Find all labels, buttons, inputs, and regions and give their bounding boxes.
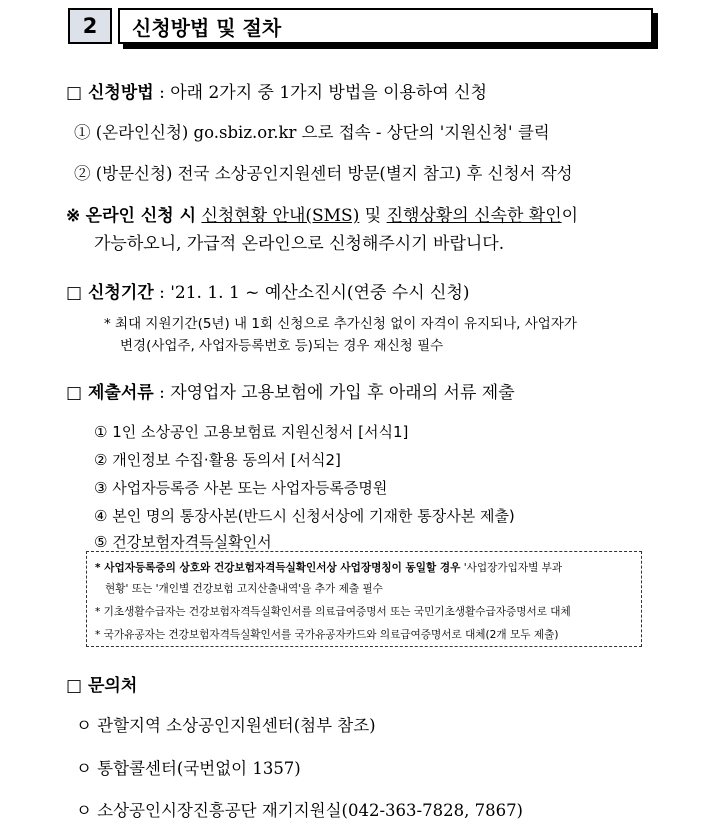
- note-bold: 온라인 신청 시: [85, 206, 197, 226]
- docs-item-1: ① 1인 소상공인 고용보험료 지원신청서 [서식1]: [94, 423, 409, 441]
- contact-item-office: ㅇ 소상공인시장진흥공단 재기지원실(042-363-7828, 7867): [76, 801, 523, 820]
- contact-item-center: ㅇ 관할지역 소상공인지원센터(첨부 참조): [76, 716, 376, 735]
- note-end: 이: [561, 206, 579, 226]
- note-mid: 및: [364, 206, 382, 226]
- section-title: 신청방법 및 절차: [118, 8, 653, 44]
- docs-heading: □ 제출서류: [66, 383, 154, 403]
- docs-desc: : 자영업자 고용보험에 가입 후 아래의 서류 제출: [159, 383, 515, 403]
- section-number: 2: [68, 8, 112, 44]
- box-line-1: [95, 560, 562, 575]
- period-desc: : '21. 1. 1 ~ 예산소진시(연중 수시 신청): [159, 283, 470, 303]
- period-heading-row: [66, 278, 470, 303]
- method-item-visit: ② (방문신청) 전국 소상공인지원센터 방문(별지 참고) 후 신청서 작성: [74, 164, 573, 183]
- box-line-1-rest: '사업장가입자별 부과: [463, 562, 563, 574]
- period-note-2: 변경(사업주, 사업자등록번호 등)되는 경우 재신청 필수: [120, 338, 444, 354]
- note-underline-progress: 진행상황의 신속한 확인: [386, 206, 562, 226]
- box-line-1-bold: * 사업자등록증의 상호와 건강보험자격득실확인서상 사업장명칭이 동일할 경우: [95, 562, 461, 574]
- box-line-3: * 기초생활수급자는 건강보험자격득실확인서를 의료급여증명서 또는 국민기초생활수급자증명서로 대체: [95, 606, 571, 618]
- period-heading: □ 신청기간: [66, 283, 154, 303]
- contact-item-callcenter: ㅇ 통합콜센터(국번없이 1357): [76, 759, 301, 778]
- docs-item-3: ③ 사업자등록증 사본 또는 사업자등록증명원: [94, 479, 388, 497]
- contact-heading-row: [66, 671, 137, 696]
- box-line-4: * 국가유공자는 건강보험자격득실확인서를 국가유공자카드와 의료급여증명서로 대체(2개 모두 제출): [95, 629, 559, 641]
- method-heading-row: [66, 78, 487, 103]
- period-note-1: * 최대 지원기간(5년) 내 1회 신청으로 추가신청 없이 자격이 유지되나, 사업자가: [104, 316, 577, 332]
- docs-notice-box: [86, 551, 642, 647]
- note-underline-sms: 신청현황 안내(SMS): [201, 206, 360, 226]
- docs-item-2: ② 개인정보 수집·활용 동의서 [서식2]: [94, 451, 341, 469]
- method-item-online: ① (온라인신청) go.sbiz.or.kr 으로 접속 - 상단의 '지원신청' 클릭: [74, 123, 550, 142]
- method-note-line2: 가능하오니, 가급적 온라인으로 신청해주시기 바랍니다.: [94, 234, 505, 254]
- method-heading: □ 신청방법: [66, 83, 154, 103]
- docs-heading-row: [66, 378, 515, 403]
- note-mark: ※: [66, 206, 81, 226]
- contact-heading: □ 문의처: [66, 676, 138, 696]
- docs-item-5: ⑤ 건강보험자격득실확인서: [94, 533, 272, 551]
- method-note: [66, 201, 578, 226]
- method-desc: : 아래 2가지 중 1가지 방법을 이용하여 신청: [159, 83, 488, 103]
- box-line-2: 현황' 또는 '개인별 건강보험 고지산출내역'을 추가 제출 필수: [105, 583, 383, 595]
- docs-item-4: ④ 본인 명의 통장사본(반드시 신청서상에 기재한 통장사본 제출): [94, 507, 515, 525]
